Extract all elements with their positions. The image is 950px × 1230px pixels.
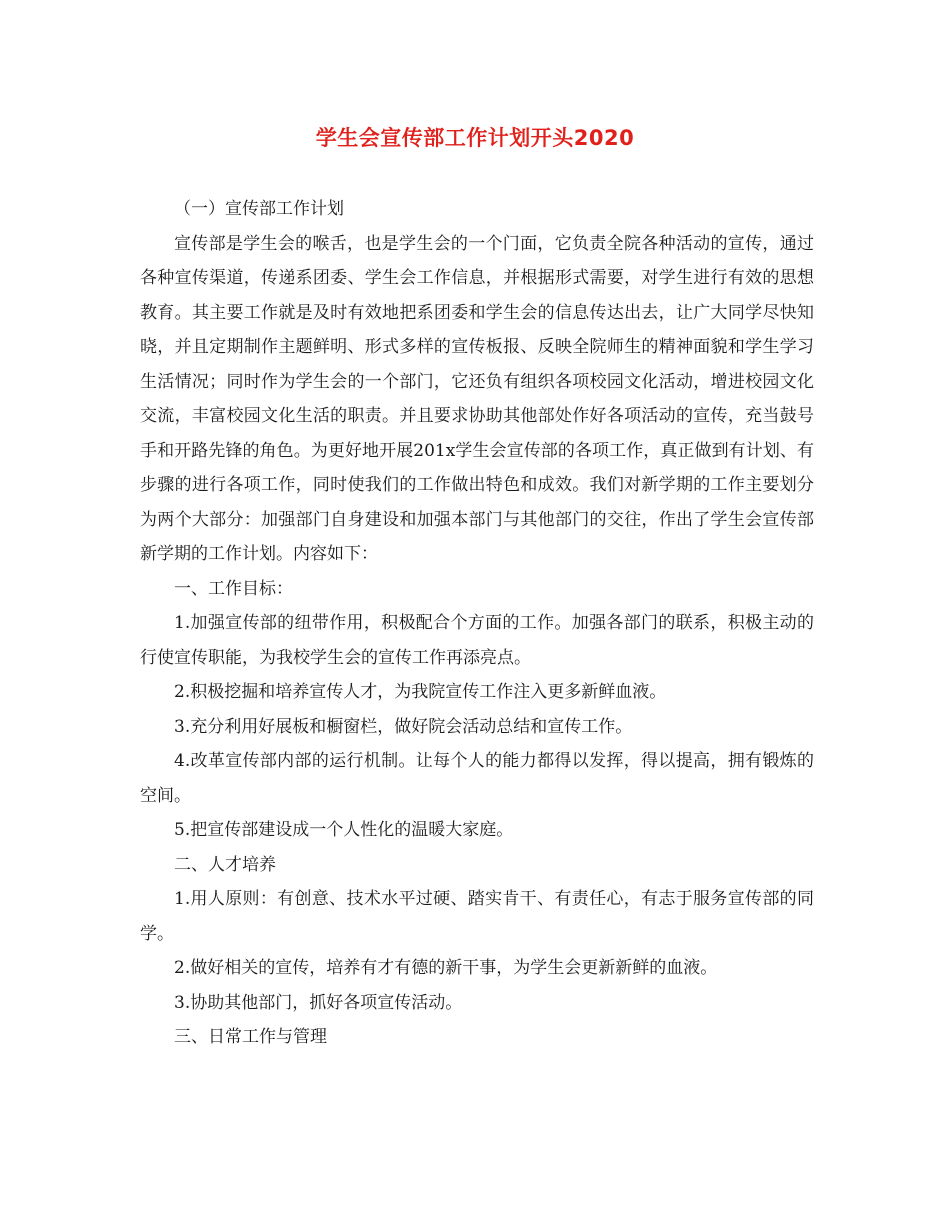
goal-item-1: 1.加强宣传部的纽带作用，积极配合个方面的工作。加强各部门的联系，积极主动的行使宣传职能，为我校学生会的宣传工作再添亮点。 xyxy=(140,613,814,668)
goal-item-3: 3.充分利用好展板和橱窗栏，做好院会活动总结和宣传工作。 xyxy=(174,716,633,737)
talent-item-1: 1.用人原则：有创意、技术水平过硬、踏实肯干、有责任心，有志于服务宣传部的同学。 xyxy=(140,889,814,944)
goal-item-5: 5.把宣传部建设成一个人性化的温暖大家庭。 xyxy=(174,820,514,840)
document-body xyxy=(140,192,814,1055)
goal-item-2: 2.积极挖掘和培养宣传人才，为我院宣传工作注入更多新鲜血液。 xyxy=(174,682,667,702)
intro-paragraph: 宣传部是学生会的喉舌，也是学生会的一个门面，它负责全院各种活动的宣传，通过各种宣传渠道，传递系团委、学生会工作信息，并根据形式需要，对学生进行有效的思想教育。其主要工作就是及时有效地把系团委和学生会的信息传达出去，让广大同学尽快知晓，并且定期制作主题鲜明、形式多样的宣传板报、反映全院师生的精神面貌和学生学习生活情况；同时作为学生会的一个部门，它还负有组织各项校园文化活动，增进校园文化交流，丰富校园文化生活的职责。并且要求协助其他部处作好各项活动的宣传，充当鼓号手和开路先锋的角色。为更好地开展201x学生会宣传部的各项工作，真正做到有计划、有步骤的进行各项工作，同时使我们的工作做出特色和成效。我们对新学期的工作主要划分为两个大部分：加强部门自身建设和加强本部门与其他部门的交往，作出了学生会宣传部新学期的工作计划。内容如下： xyxy=(140,233,814,564)
talent-item-3: 3.协助其他部门，抓好各项宣传活动。 xyxy=(174,992,463,1013)
section-heading-daily-work: 三、日常工作与管理 xyxy=(174,1027,327,1047)
document-title: 学生会宣传部工作计划开头2020 xyxy=(315,126,635,150)
section-heading-work-goals: 一、工作目标： xyxy=(174,578,293,599)
section-heading-talent: 二、人才培养 xyxy=(174,854,276,875)
talent-item-2: 2.做好相关的宣传，培养有才有德的新干事，为学生会更新新鲜的血液。 xyxy=(174,958,718,978)
goal-item-4: 4.改革宣传部内部的运行机制。让每个人的能力都得以发挥，得以提高，拥有锻炼的空间。 xyxy=(140,751,814,806)
section-heading-propaganda-plan: （一）宣传部工作计划 xyxy=(174,199,344,219)
